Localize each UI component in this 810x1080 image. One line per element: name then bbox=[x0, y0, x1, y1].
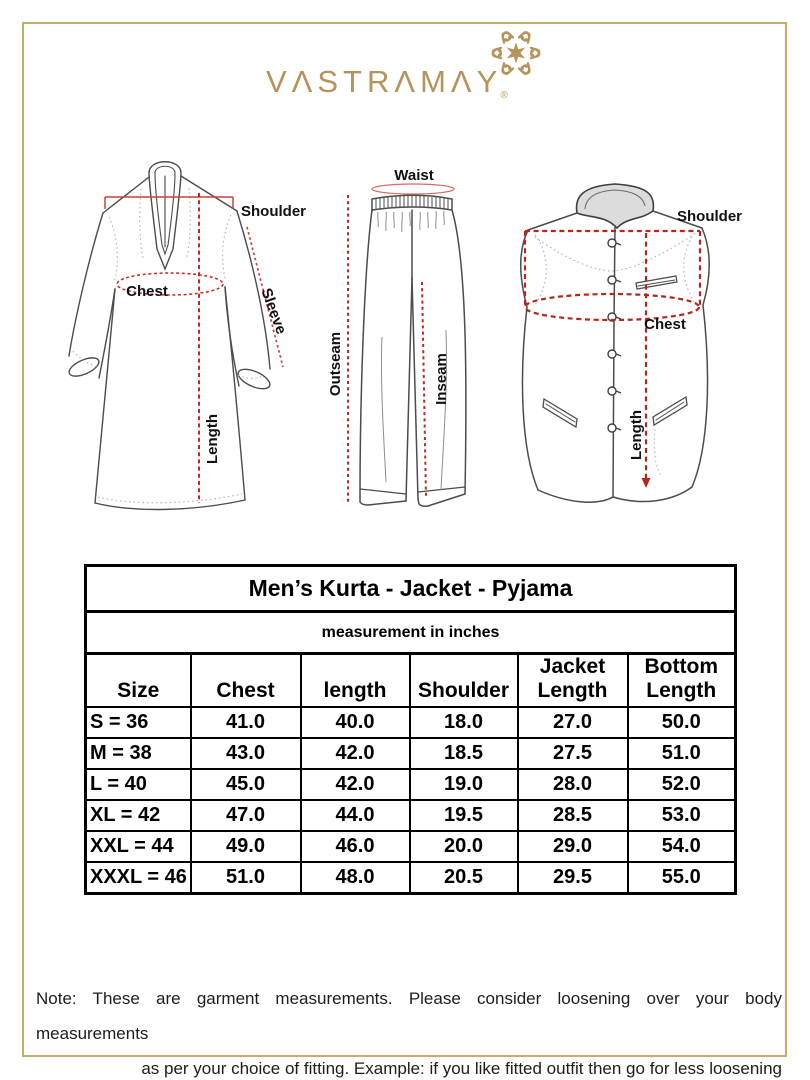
cell-chest: 47.0 bbox=[191, 800, 301, 831]
cell-shoulder: 19.0 bbox=[410, 769, 518, 800]
cell-bottom-length: 53.0 bbox=[628, 800, 736, 831]
col-header-length: length bbox=[301, 654, 410, 708]
brand-logo bbox=[266, 64, 508, 101]
cell-length: 48.0 bbox=[301, 862, 410, 894]
table-row bbox=[86, 769, 736, 800]
pyjama-outseam-label: Outseam bbox=[327, 331, 344, 397]
cell-length: 42.0 bbox=[301, 769, 410, 800]
pyjama-inseam-label: Inseam bbox=[433, 353, 450, 405]
brand-logo-text: VΛSTRΛMΛY bbox=[266, 64, 503, 99]
cell-shoulder: 19.5 bbox=[410, 800, 518, 831]
table-title-row bbox=[86, 566, 736, 612]
note-line-1: Note: These are garment measurements. Please consider loosening over your body measurements bbox=[36, 989, 782, 1043]
floral-mandala-icon bbox=[487, 24, 545, 82]
cell-jacket-length: 29.5 bbox=[518, 862, 628, 894]
cell-chest: 45.0 bbox=[191, 769, 301, 800]
table-subtitle: measurement in inches bbox=[86, 612, 736, 654]
table-row bbox=[86, 862, 736, 894]
cell-bottom-length: 52.0 bbox=[628, 769, 736, 800]
table-row bbox=[86, 707, 736, 738]
cell-chest: 43.0 bbox=[191, 738, 301, 769]
cell-bottom-length: 51.0 bbox=[628, 738, 736, 769]
cell-length: 44.0 bbox=[301, 800, 410, 831]
kurta-sleeve-label: Sleeve bbox=[257, 285, 290, 337]
table-row bbox=[86, 738, 736, 769]
cell-length: 40.0 bbox=[301, 707, 410, 738]
cell-jacket-length: 27.0 bbox=[518, 707, 628, 738]
pyjama-diagram bbox=[310, 152, 490, 548]
cell-jacket-length: 27.5 bbox=[518, 738, 628, 769]
col-header-shoulder: Shoulder bbox=[410, 654, 518, 708]
table-subtitle-row bbox=[86, 612, 736, 654]
pyjama-waist-label: Waist bbox=[394, 167, 434, 184]
cell-shoulder: 20.5 bbox=[410, 862, 518, 894]
cell-shoulder: 18.0 bbox=[410, 707, 518, 738]
col-header-jacket-length: Jacket Length bbox=[518, 654, 628, 708]
col-header-chest: Chest bbox=[191, 654, 301, 708]
kurta-length-label: Length bbox=[204, 414, 221, 464]
cell-shoulder: 18.5 bbox=[410, 738, 518, 769]
cell-size: XXXL = 46 bbox=[86, 862, 191, 894]
size-chart-table bbox=[84, 564, 737, 895]
table-header-row bbox=[86, 654, 736, 708]
cell-bottom-length: 50.0 bbox=[628, 707, 736, 738]
cell-jacket-length: 28.0 bbox=[518, 769, 628, 800]
kurta-diagram bbox=[65, 153, 315, 549]
cell-bottom-length: 55.0 bbox=[628, 862, 736, 894]
cell-bottom-length: 54.0 bbox=[628, 831, 736, 862]
cell-size: XL = 42 bbox=[86, 800, 191, 831]
table-row bbox=[86, 831, 736, 862]
table-row bbox=[86, 800, 736, 831]
cell-size: XXL = 44 bbox=[86, 831, 191, 862]
note-line-2: as per your choice of fitting. Example: if you like fitted outfit then go for less loosening bbox=[141, 1059, 782, 1078]
cell-size: S = 36 bbox=[86, 707, 191, 738]
jacket-shoulder-label: Shoulder bbox=[677, 208, 743, 225]
cell-jacket-length: 28.5 bbox=[518, 800, 628, 831]
cell-chest: 51.0 bbox=[191, 862, 301, 894]
table-title: Men’s Kurta - Jacket - Pyjama bbox=[86, 566, 736, 612]
jacket-chest-label: Chest bbox=[644, 316, 686, 333]
jacket-diagram bbox=[505, 157, 785, 547]
cell-length: 46.0 bbox=[301, 831, 410, 862]
cell-chest: 41.0 bbox=[191, 707, 301, 738]
jacket-length-label: Length bbox=[628, 410, 645, 460]
cell-chest: 49.0 bbox=[191, 831, 301, 862]
cell-jacket-length: 29.0 bbox=[518, 831, 628, 862]
kurta-chest-label: Chest bbox=[126, 283, 168, 300]
col-header-bottom-length: Bottom Length bbox=[628, 654, 736, 708]
registered-trademark: ® bbox=[500, 90, 508, 101]
col-header-size: Size bbox=[86, 654, 191, 708]
cell-length: 42.0 bbox=[301, 738, 410, 769]
measurement-note bbox=[36, 981, 782, 1080]
cell-size: L = 40 bbox=[86, 769, 191, 800]
kurta-shoulder-label: Shoulder bbox=[241, 203, 307, 220]
cell-size: M = 38 bbox=[86, 738, 191, 769]
cell-shoulder: 20.0 bbox=[410, 831, 518, 862]
